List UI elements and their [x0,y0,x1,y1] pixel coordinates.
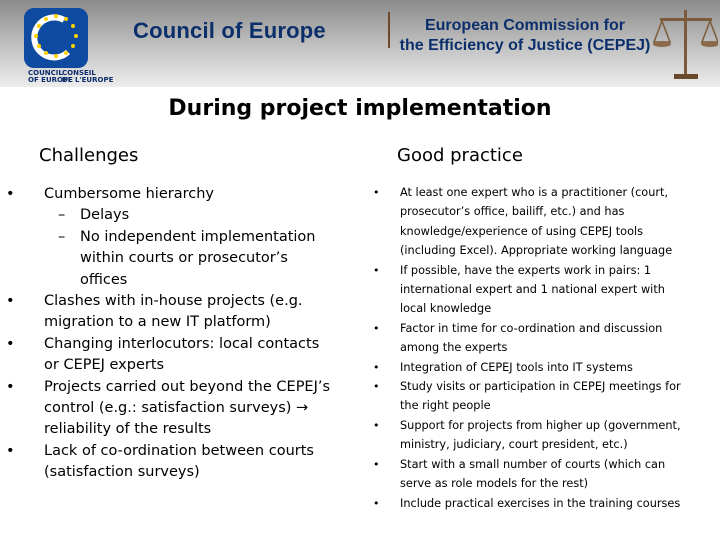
practice-text: international expert and 1 national expert with [400,283,665,297]
list-item [0,441,370,484]
organization-name: Council of Europe [133,18,326,43]
slide-title: During project implementation [168,96,552,121]
challenge-text: migration to a new IT platform) [44,314,271,331]
challenge-text: (satisfaction surveys) [44,464,200,481]
sub-item-text: Delays [80,207,130,224]
practice-text: Factor in time for co-ordination and discussion [400,321,663,335]
sub-list-item [0,227,370,291]
good-practice-list [370,183,710,513]
list-item [370,358,710,377]
list-item [370,319,710,358]
bullet-icon: • [6,186,15,202]
practice-text: Start with a small number of courts (which can [400,457,666,471]
list-item [0,377,370,441]
practice-text: Study visits or participation in CEPEJ meetings for [400,380,681,394]
sub-item-text: No independent implementation [80,228,316,245]
challenge-text: or CEPEJ experts [44,357,165,374]
challenge-text: control (e.g.: satisfaction surveys) → [44,400,309,417]
bullet-icon: • [373,321,380,335]
council-of-europe-logo [20,8,118,84]
bullet-icon: • [6,442,15,459]
practice-text: Support for projects from higher up (government, [400,418,681,432]
cepej-title-line2: the Efficiency of Justice (CEPEJ) [399,37,651,54]
sub-list-item [0,205,370,226]
list-item [0,184,370,205]
practice-text: At least one expert who is a practitioner (court, [400,186,669,199]
practice-text: prosecutor’s office, bailiff, etc.) and has [400,205,625,219]
practice-text: Include practical exercises in the training courses [400,496,681,510]
bullet-icon: • [6,293,15,310]
list-item [0,291,370,334]
list-item [370,494,710,513]
challenge-text: reliability of the results [44,421,212,438]
list-item [370,183,710,261]
bullet-icon: • [373,186,380,199]
list-item [370,455,710,494]
practice-text: among the experts [400,341,508,355]
bullet-icon: • [373,457,380,471]
practice-text: If possible, have the experts work in pairs: 1 [400,263,652,277]
bullet-icon: • [6,378,15,395]
bullet-icon: • [373,380,380,394]
practice-text: knowledge/experience of using CEPEJ tools [400,224,644,238]
practice-text: Integration of CEPEJ tools into IT systems [400,360,633,374]
list-item [0,334,370,377]
practice-text: ministry, judiciary, court president, etc.) [400,438,628,452]
practice-text: local knowledge [400,302,492,316]
bullet-icon: • [6,335,15,352]
header-banner [0,0,720,87]
dash-icon: – [58,228,66,245]
list-item [370,377,710,416]
coe-emblem-icon [24,8,90,70]
cepej-title-line1: European Commission for [424,17,626,34]
challenge-text: Cumbersome hierarchy [44,186,214,202]
challenges-list [0,184,370,484]
list-item [370,261,710,319]
dash-icon: – [58,207,66,224]
bullet-icon: • [373,418,380,432]
cepej-title [395,16,655,56]
bullet-icon: • [373,496,380,510]
logo-text-french: CONSEIL DE L'EUROPE [62,69,114,84]
sub-item-text: within courts or prosecutor’s [80,250,288,267]
practice-text: the right people [400,399,491,413]
bullet-icon: • [373,360,380,374]
sub-item-text: offices [80,271,128,288]
bullet-icon: • [373,263,380,277]
challenge-text: Clashes with in-house projects (e.g. [44,293,303,310]
logo-text-english: COUNCIL OF EUROPE [28,69,73,84]
list-item [370,416,710,455]
challenges-heading: Challenges [39,145,139,166]
good-practice-heading: Good practice [397,145,523,166]
challenge-text: Lack of co-ordination between courts [44,442,314,459]
scales-of-justice-icon [652,4,718,84]
challenge-text: Projects carried out beyond the CEPEJ’s [44,378,331,395]
practice-text: (including Excel). Appropriate working language [400,244,673,258]
challenge-text: Changing interlocutors: local contacts [44,335,320,352]
practice-text: serve as role models for the rest) [400,477,589,491]
